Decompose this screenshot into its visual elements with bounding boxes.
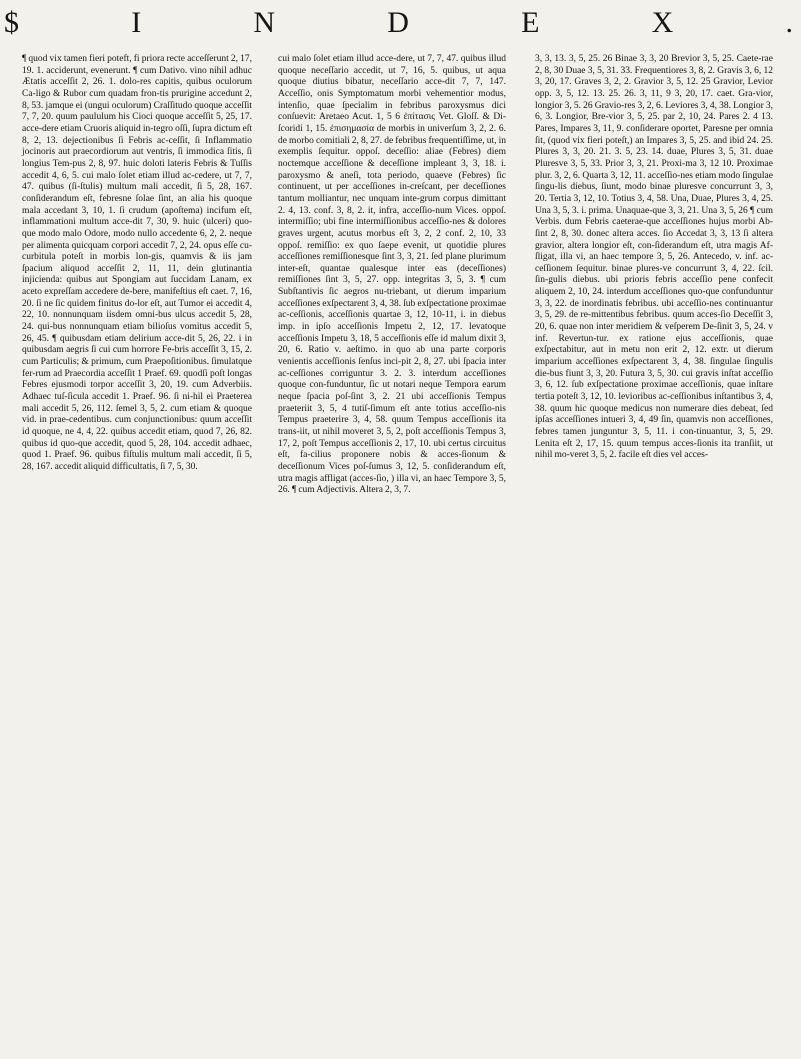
header-letter: . xyxy=(785,6,795,39)
header-letter: D xyxy=(387,6,411,39)
header-letter: N xyxy=(253,6,278,39)
header-letter: $ xyxy=(4,6,21,39)
header-letter: E xyxy=(521,6,542,39)
text-column-right: 3, 3, 13. 3, 5, 25. 26 Binae 3, 3, 20 Brevior 3, 5, 25. Caete-rae 2, 8, 30 Duae 3, 5, 31. 33. Frequentiores 3, 8, 2. Gravis 3, 6, 12 3, 20, 17. Graves 3, 2, 2. Gravior 3, 5, 12. 25 Gravior, Levior opp. 3, 5, 12. 13. 25. 26. 3, 11, 9 3, 20, 17. caet. Gra-vior, longior 3, 5. 26 Gravio-res 3, 2, 6. Leviores 3, 4, 38. Longior 3, 6, 3. Longior, Bre-vior 3, 5, 25. par 2, 10, 24. Pares 2. 4 13. Pares, Impares 3, 11, 9. conſiderare oportet, Paresne per omnia ſit, (quod vix fieri poteſt,) an Impares 3, 5, 25. and ibid 24. 25. Plures 3, 3, 20. 21. 3. 5, 23. 14. duae, Plures 3, 5, 31. duae Pluresve 3, 5, 33. Prior 3, 3, 21. Proxi-ma 3, 12 10. Proximae plur. 3, 2, 6. Quarta 3, 12, 11. acceſſio-nes etiam modo ſingulae ſingu-lis diebus, ſiunt, modo binae pluresve concurrunt 3, 3, 20. Tertia 3, 12, 10. Totius 3, 4, 58. Una, Duae, Plures 3, 4, 25. Una 3, 5, 3. i. prima. Unaquae-que 3, 3, 21. Una 3, 5, 26 ¶ cum Verbis. dum Febris caeterae-que acceſſiones hujus morbi Ab-ſint 2, 8, 30. donec altera acces. ſio Accedat 3, 3, 13 ſi altera gravior, altera longior eſt, con-ſiderandum eſt, utra magis Af-ſligat, illa vi, an haec tempore 3, 5, 26. Antecedo, v. inf. ac-ceſſionem ſequitur. binae plures-ve concurrunt 3, 4, 22. ſcil. ſin-gulis diebus. ubi prioris febris acceſſio pene confecit aliquem 2, 10, 24. interdum acceſſiones quo-que confunduntur 3, 3, 22. de inordinatis febribus. ubi acceſſio-nes continuantur 3, 5, 29. de re-mittentibus febribus. quum acces-ſio Deceſſit 3, 20, 6. quae non inter meridiem & veſperem De-ſinit 3, 5, 24. v inf. Revertun-tur. ex ratione ejus acceſſionis, quae exſpectabitur, aut in metu non erit 2, 12. extr. ut dierum imparium acceſſiones exſpectarent 3, 4, 38. ſingulae ſingulis die-bus fiunt 3, 3, 20. Futura 3, 5, 30. cui gravis inſtat acceſſio 3, 6, 12. ſub exſpectatione proximae acceſſionis, quae inſtare tertia poteſt 3, 12, 10. levioribus ac-ceſſionibus inſtantibus 3, 4, 38. quum hic quoque medicus non numerare dies debeat, ſed ipſas acceſſiones intueri 3, 4, 49 ſin, quamvis non acceſſiones, febres tamen junguntur 3, 5, 11. i con-tinuantur, 3, 5, 29. Lenita eſt 2, 17, 15. quum tempus acces-ſionis ita tranſiit, ut nihil mo-veret 3, 5, 2. facile eſt dies vel acces- xyxy=(535,54,773,461)
header-letter: X xyxy=(651,6,676,39)
running-head xyxy=(4,6,795,40)
text-column-middle: cui malo ſolet etiam illud acce-dere, ut 7, 7, 47. quibus illud quoque neceſſario accedit, ut 7, 16, 5. quibus, ut aqua quoque diutius bibatur, neceſſario acce-dit 7, 7, 147. Acceſſio, onis Symptomatum morbi vehementior modus, intenſio, quae ſpecialim in febribus paroxysmus dici conſuevit: Aretaeo Acut. 1, 5 6 ἐπίτασις Vet. Gloſſ. & Di-ſcoridi 1, 15. ἐπισημασία de morbis in univerſum 3, 2, 2. 6. de morbo comitiali 2, 8, 27. de febribus frequentiſſime, ut, in exemplis ſequitur. oppoſ. deceſſio: aliae (Febres) diem noctemque acceſſione & deceſſione impleant 3, 3, 18. i. paroxysmo & aneſi, tota periodo, quaeve (Febres) ſic continuent, ut per acceſſiones in-creſcant, per deceſſiones tantum molliantur, nec unquam inte-grum corpus dimittant 2. 4, 13. conf. 3, 8, 2. it, infra, acceſſio-num Vices. oppoſ. intermiſſio; ubi fine intermiſſionibus acceſſio-nes & dolores graves urgent, acutus morbus eſt 3, 2, 2 conf. 2, 10, 33 oppoſ. remiſſio: ex quo ſaepe evenit, ut quotidie plures acceſſiones remiſſionesque ſint 3, 3, 21. ſed plane plurimum inter-eſt, quantae qualesque inter eas (deceſſiones) remiſſiones ſint 3, 5, 27. opp. integritas 3, 5, 3. ¶ cum Subſtantivis ſic aegros nu-triebant, ut dierum imparium acceſſiones exſpectarent 3, 4, 38. ſub exſpectatione proximae ac-ceſſionis, acceſſionis quartae 3, 12, 10-11, i. in diebus imp. in ipſo acceſſionis Impetu 2, 12, 17. levatoque acceſſionis Impetu 3, 18, 5 acceſſionis eſſe id malum dixit 3, 20, 6. Ratio v. aeſtimo. in quo ab una parte corporis venientis acceſſionis ſenſus inci-pit 2, 8, 27. ubi ſpacia inter ac-ceſſiones corriguntur 3. 2. 3. interdum acceſſiones quoque con-funduntur, ſic ut notari neque Tempora earum neque ſpacia poſ-ſint 3, 2. 21 ubi acceſſionis Tempus praeteriit 3, 5, 4 tutiſ-ſimum eſt ante totius acceſſio-nis Tempus praeterire 3, 4, 58. quum Tempus acceſſionis ita trans-iit, ut nihil moveret 3, 5, 2, poſt acceſſionis Tempus 3, 17, 2, poſt Tempus acceſſionis 2, 17, 10. ubi certus circuitus eſt, fa-cilius proponere nobis & acces-ſionum & deceſſionum Vices poſ-ſumus 3, 12, 5. conſiderandum eſt, utra magis affligat (acces-ſio, ) illa vi, an haec Tempore 3, 5, 26. ¶ cum Adjectivis. Altera 2, 3, 7. xyxy=(278,54,506,496)
header-letter: I xyxy=(131,6,144,39)
text-column-left: ¶ quod vix tamen fieri poteft, fi priora recte acceſſerunt 2, 17, 19. 1. acciderunt, evenerunt. ¶ cum Dativo. vino nihil adhuc Ætatis acceſſit 2, 26. 1. dolo-res capitis, quibus oculorum Ca-ligo & Rubor cum quadam fron-tis prurigine accedunt 2, 8, 53. jamque ei (ungui oculorum) Craſſitudo quoque acceſſit 7, 7, 20. quum paululum his Cioci quoque acceſſit 5, 25, 17. acce-dere etiam Cruoris aliquid in-tegro oſſi, ſupra dictum eſt 8, 2, 13. dejectionibus ſi Febris ac-ceſſit, ſi Inflammatio jocinoris aut praecordiorum aut ventris, ſi immodica ſitis, ſi longius Tem-pus 2, 8, 97. huic doloti lateris Febris & Tuſſis accedit 4, 6, 5. cui malo ſolet etiam illud ac-cedere, ut 7, 7, 47. quibus (ſi-ſtulis) multum mali accedit, ſi 5, 28, 167. conſiderandum eſt, febresne ſolae ſint, an alia his quoque mala accedant 3, 10, 1. ſi crudum (apoſtema) incifum eſt, inflammationi multum acce-dit 7, 30, 9. huic (ulceri) quo-que modo malo Odore, modo nullo accedente 6, 2, 2. neque per alimenta quicquam corpori accedit 7, 2, 24. opus eſſe cu-curbitula poteſt in morbis lon-gis, quamvis & iis jam ſpacium aliquod acceſſit 2, 11, 11, dein glutinantia injicienda: quibus aut Spongiam aut ſuccidam Lanam, ex aceto expreſſam accedere de-bere, manifeſtius eſt caet. 7, 16, 20. ſi ne ſic quidem finitus do-lor eſt, aut Tumor ei accedit 4, 22, 10. nonnunquam iisdem omni-bus ulcus accedit 5, 28, 24. qui-bus nonnunquam etiam bilioſus vomitus accedit 5, 26, 45. ¶ quibusdam etiam delirium acce-dit 5, 26, 22. i in quibusdam aegris ſi cui cum horrore Fe-bris acceſſit 3, 15, 2. cum Particulis; & primum, cum Praepoſitionibus. ſimulatque fer-rum ad Praecordia acceſſit 1 Praef. 69. quodſi poſt longas Febres ejusmodi torpor acceſſit 3, 20, 19. cum Adverbiis. Adhaec tuſ-ſicula accedit 1. Praef. 96. ſi ni-hil ei Praeterea mali accedit 5, 26, 112. ſemel 3, 5, 2. cum etiam & quoque vid. in prae-cedentibus. cum conjunctionibus: quum acceſſit id quoque, ne 4, 4, 22. quibus accedit etiam, quod 7, 26, 82. quibus id quo-que accedit, quod 5, 28, 104. accedit adhaec, quod 1. Praef. 96. quibus fiſtulis multum mali accedit, ſi 5, 28, 167. accedit aliquid difficultatis, ſi 7, 5, 30. xyxy=(22,54,252,472)
